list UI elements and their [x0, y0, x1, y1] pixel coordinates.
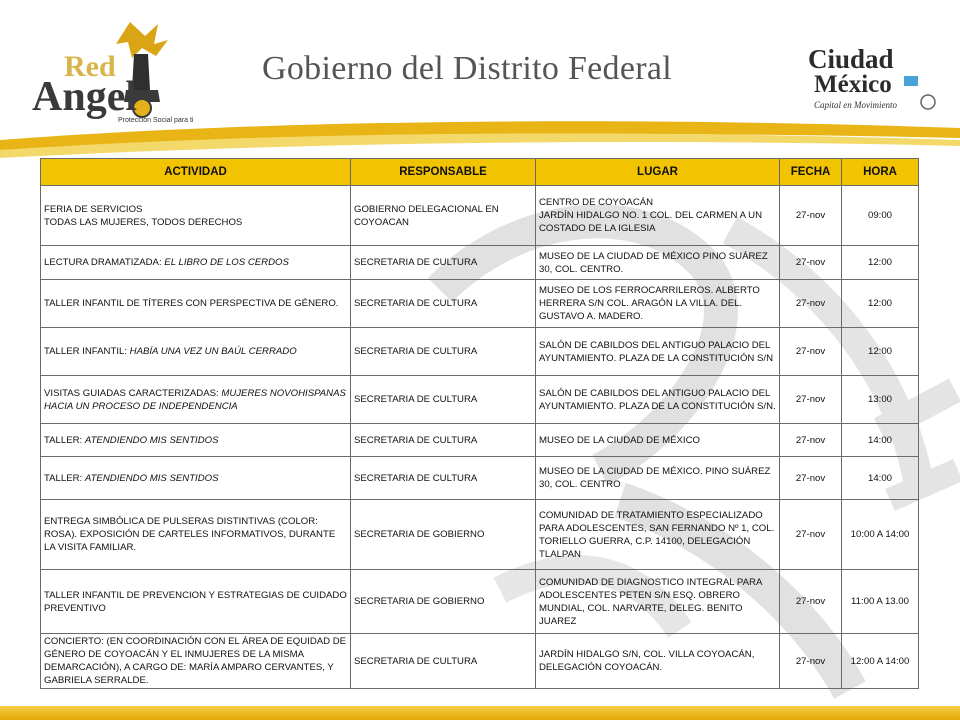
logo-text-red: Red [64, 50, 116, 83]
cell-actividad [41, 186, 351, 246]
cell-text: TALLER: [44, 434, 85, 446]
cell-responsable: SECRETARIA DE CULTURA [351, 280, 536, 328]
page-header [0, 0, 960, 150]
cell-responsable: SECRETARIA DE CULTURA [351, 328, 536, 376]
logo-tagline: Capital en Movimiento [814, 100, 897, 110]
seal-icon [921, 95, 935, 109]
cell-hora: 12:00 [842, 328, 919, 376]
table-row [41, 424, 919, 457]
cell-lugar: JARDÍN HIDALGO S/N, COL. VILLA COYOACÁN, DELEGACIÓN COYOACÁN. [536, 634, 780, 689]
cell-lugar: SALÓN DE CABILDOS DEL ANTIGUO PALACIO DEL AYUNTAMIENTO. PLAZA DE LA CONSTITUCIÓN S/N. [536, 376, 780, 424]
table-row [41, 186, 919, 246]
table-row [41, 376, 919, 424]
cell-hora: 12:00 [842, 280, 919, 328]
cell-responsable: SECRETARIA DE GOBIERNO [351, 500, 536, 570]
cell-actividad: TALLER INFANTIL DE TÍTERES CON PERSPECTIVA DE GÉNERO. [41, 280, 351, 328]
cell-fecha: 27-nov [780, 186, 842, 246]
table-row [41, 457, 919, 500]
cell-fecha: 27-nov [780, 280, 842, 328]
cell-hora: 09:00 [842, 186, 919, 246]
cell-lugar: SALÓN DE CABILDOS DEL ANTIGUO PALACIO DEL AYUNTAMIENTO. PLAZA DE LA CONSTITUCIÓN S/N [536, 328, 780, 376]
cell-title-italic: HABÍA UNA VEZ UN BAÚL CERRADO [129, 346, 297, 357]
cell-lugar: MUSEO DE LOS FERROCARRILEROS. ALBERTO HERRERA S/N COL. ARAGÓN LA VILLA. DEL. GUSTAVO A. MADERO. [536, 280, 780, 328]
cell-text: TALLER: [44, 472, 85, 484]
cell-fecha: 27-nov [780, 570, 842, 634]
cell-responsable: SECRETARIA DE CULTURA [351, 246, 536, 280]
table-row [41, 634, 919, 689]
cell-lugar: MUSEO DE LA CIUDAD DE MÉXICO PINO SUÁREZ 30, COL. CENTRO. [536, 246, 780, 280]
cell-hora: 11:00 A 13.00 [842, 570, 919, 634]
cell-fecha: 27-nov [780, 246, 842, 280]
cell-actividad [41, 376, 351, 424]
column-header-hora: HORA [842, 159, 919, 186]
cell-fecha: 27-nov [780, 328, 842, 376]
ciudad-mexico-logo [800, 40, 940, 115]
logo-text-mexico: México [814, 71, 892, 98]
logo-text-ciudad: Ciudad [808, 44, 894, 74]
footer-bar [0, 706, 960, 720]
cell-hora: 10:00 A 14:00 [842, 500, 919, 570]
cell-hora: 12:00 A 14:00 [842, 634, 919, 689]
cell-title-italic: ATENDIENDO MIS SENTIDOS [84, 434, 219, 446]
cell-text: TALLER INFANTIL: [44, 346, 130, 357]
table-row [41, 246, 919, 280]
column-header-actividad: ACTIVIDAD [41, 159, 351, 186]
cell-actividad [41, 328, 351, 376]
cell-actividad [41, 246, 351, 280]
cell-text: VISITAS GUIADAS CARACTERIZADAS: [44, 387, 222, 399]
cell-lugar: MUSEO DE LA CIUDAD DE MÉXICO. PINO SUÁREZ 30, COL. CENTRO [536, 457, 780, 500]
table-row [41, 280, 919, 328]
column-header-fecha: FECHA [780, 159, 842, 186]
cell-fecha: 27-nov [780, 424, 842, 457]
cell-fecha: 27-nov [780, 457, 842, 500]
table-row [41, 570, 919, 634]
cell-lugar: CENTRO DE COYOACÁN JARDÍN HIDALGO NO. 1 COL. DEL CARMEN A UN COSTADO DE LA IGLESIA [536, 186, 780, 246]
cell-responsable: SECRETARIA DE GOBIERNO [351, 570, 536, 634]
cell-actividad: CONCIERTO: (EN COORDINACIÓN CON EL ÁREA DE EQUIDAD DE GÉNERO DE COYOACÁN Y EL INMUJERES DE LA MISMA DEMARCACIÓN), A CARGO DE: MARÍA AMPARO CERVANTES, Y GABRIELA SERRALDE. [41, 634, 351, 689]
cell-hora: 14:00 [842, 424, 919, 457]
cell-fecha: 27-nov [780, 376, 842, 424]
cell-actividad: TALLER INFANTIL DE PREVENCION Y ESTRATEGIAS DE CUIDADO PREVENTIVO [41, 570, 351, 634]
cell-actividad: ENTREGA SIMBÓLICA DE PULSERAS DISTINTIVAS (COLOR: ROSA). EXPOSICIÓN DE CARTELES INFORMATIVOS, DURANTE LA VISITA FAMILIAR. [41, 500, 351, 570]
cell-responsable: SECRETARIA DE CULTURA [351, 424, 536, 457]
cell-responsable: SECRETARIA DE CULTURA [351, 634, 536, 689]
cell-text: LECTURA DRAMATIZADA: [44, 257, 165, 268]
column-header-lugar: LUGAR [536, 159, 780, 186]
cell-text: TODAS LAS MUJERES, TODOS DERECHOS [44, 216, 243, 228]
cell-hora: 12:00 [842, 246, 919, 280]
cell-actividad [41, 457, 351, 500]
cell-lugar: COMUNIDAD DE TRATAMIENTO ESPECIALIZADO PARA ADOLESCENTES, SAN FERNANDO Nº 1, COL. TORIELLO GUERRA, C.P. 14100, DELEGACIÓN TLALPAN [536, 500, 780, 570]
cell-title-italic: MUJERES NOVOHISPANAS HACIA UN PROCESO DE INDEPENDENCIA [44, 387, 346, 412]
column-header-responsable: RESPONSABLE [351, 159, 536, 186]
cell-fecha: 27-nov [780, 500, 842, 570]
table-row [41, 328, 919, 376]
header-swoosh [0, 110, 960, 160]
cell-fecha: 27-nov [780, 634, 842, 689]
logo-text-angel: Angel [32, 74, 137, 120]
cell-responsable: SECRETARIA DE CULTURA [351, 457, 536, 500]
cell-lugar: COMUNIDAD DE DIAGNOSTICO INTEGRAL PARA ADOLESCENTES PETEN S/N ESQ. OBRERO MUNDIAL, COL. NARVARTE, DELEG. BENITO JUAREZ [536, 570, 780, 634]
activity-table [40, 158, 919, 689]
cell-responsable: GOBIERNO DELEGACIONAL EN COYOACAN [351, 186, 536, 246]
cell-title-italic: ATENDIENDO MIS SENTIDOS [84, 472, 219, 484]
cell-text: FERIA DE SERVICIOS [44, 203, 143, 215]
cell-title-italic: EL LIBRO DE LOS CERDOS [164, 257, 289, 268]
table-row [41, 500, 919, 570]
page-title: Gobierno del Distrito Federal [262, 50, 672, 87]
cell-actividad [41, 424, 351, 457]
cell-lugar: MUSEO DE LA CIUDAD DE MÉXICO [536, 424, 780, 457]
cell-hora: 14:00 [842, 457, 919, 500]
color-block-icon [904, 76, 918, 86]
cell-hora: 13:00 [842, 376, 919, 424]
cell-responsable: SECRETARIA DE CULTURA [351, 376, 536, 424]
logo-tagline: Protección Social para ti [118, 117, 194, 124]
table-header-row [41, 159, 919, 186]
